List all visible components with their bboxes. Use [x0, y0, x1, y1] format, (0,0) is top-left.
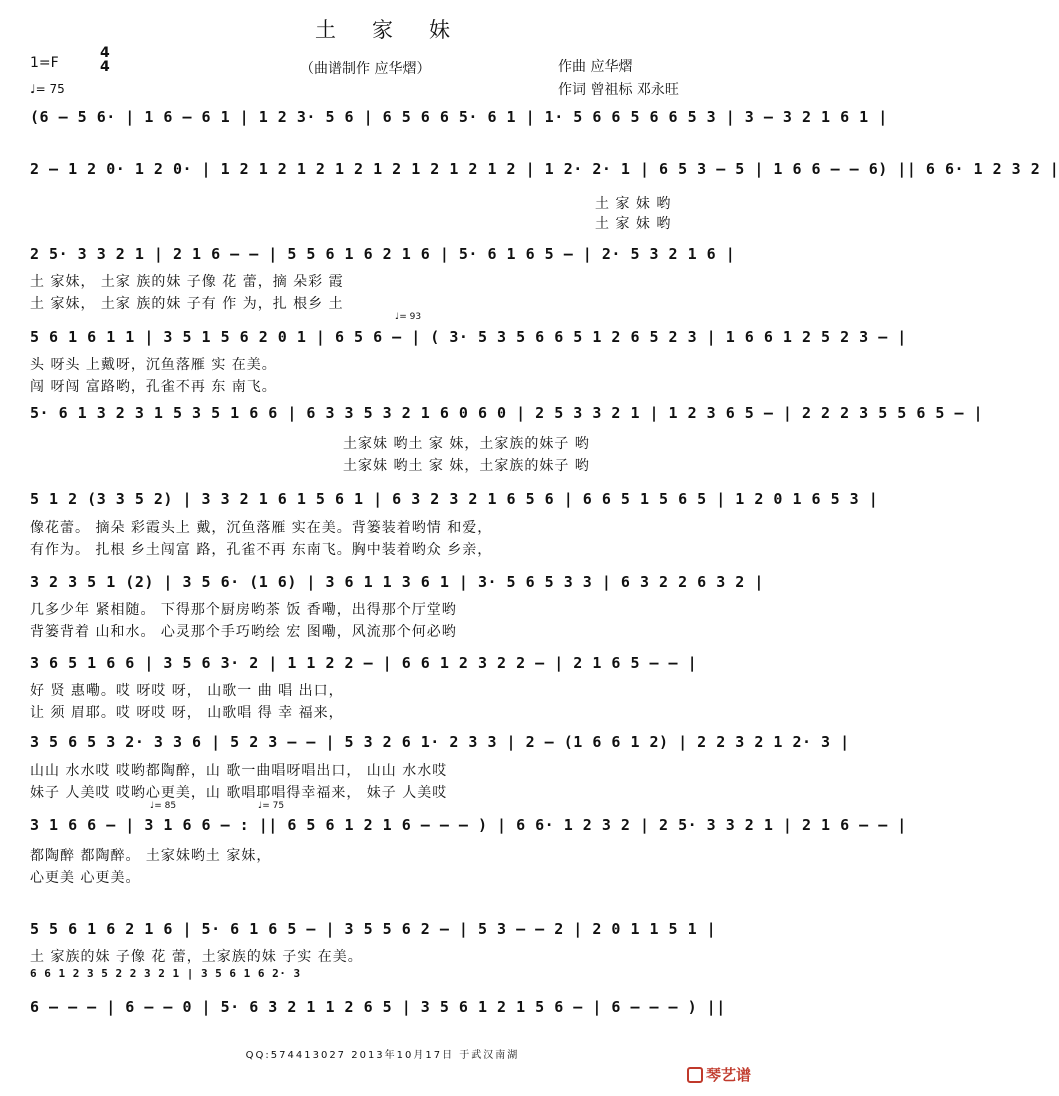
song-title: 土家妹 — [315, 18, 486, 42]
lyric-line: 土家妹 哟土 家 妹，土家族的妹子 哟 — [343, 458, 590, 474]
composer-credit: 作曲 应华熠 — [558, 59, 633, 75]
lyric-line: 闯 呀闯 富路哟，孔雀不再 东 南飞。 — [30, 379, 277, 395]
lyric-line: 几多少年 紧相随。 下得那个厨房哟茶 饭 香嘞，出得那个厅堂哟 — [30, 602, 457, 618]
tempo-change-mark: ♩= 85 — [150, 801, 177, 811]
lyric-line: 土家妹 哟土 家 妹，土家族的妹子 哟 — [343, 436, 590, 452]
lyric-line: 心更美 心更美。 — [30, 870, 141, 886]
lyric-line: 土 家 妹 哟 — [595, 216, 672, 232]
notation-line: 5 5 6 1 6 2 1 6 | 5· 6 1 6 5 – | 3 5 5 6 2 – | 5 3 – – 2 | 2 0 1 1 5 1 | — [30, 920, 717, 938]
notation-line: 5· 6 1 3 2 3 1 5 3 5 1 6 6 | 6 3 3 5 3 2 1 6 0 6 0 | 2 5 3 3 2 1 | 1 2 3 6 5 – | 2 2 2 3 5 5 6 5 – | — [30, 404, 984, 422]
notation-line: 3 1 6 6 – | 3 1 6 6 – : || 6 5 6 1 2 1 6 – – – ) | 6 6· 1 2 3 2 | 2 5· 3 3 2 1 | 2 1 6 – – | — [30, 816, 907, 834]
time-signature — [100, 46, 110, 74]
lyricist-credit: 作词 曾祖标 邓永旺 — [558, 82, 679, 98]
notation-line: 2 – 1 2 0· 1 2 0· | 1 2 1 2 1 2 1 2 1 2 1 2 1 2 1 2 | 1 2· 2· 1 | 6 5 3 – 5 | 1 6 6 – – 6) || 6 6· 1 2 3 2 | — [30, 160, 1059, 178]
notation-line: (6 – 5 6· | 1 6 – 6 1 | 1 2 3· 5 6 | 6 5 6 6 5· 6 1 | 1· 5 6 6 5 6 6 5 3 | 3 – 3 2 1 6 1 | — [30, 108, 888, 126]
lyric-line: 土 家 妹 哟 — [595, 196, 672, 212]
lyric-line: 背篓背着 山和水。 心灵那个手巧哟绘 宏 图嘞，风流那个何必哟 — [30, 624, 457, 640]
logo-icon — [687, 1067, 703, 1083]
site-logo[interactable] — [687, 1064, 751, 1085]
logo-text: 琴艺谱 — [705, 1066, 751, 1084]
lyric-line: 头 呀头 上戴呀，沉鱼落雁 实 在美。 — [30, 357, 277, 373]
lyric-line: 有作为。 扎根 乡土闯富 路，孔雀不再 东南飞。胸中装着哟众 乡亲， — [30, 542, 493, 558]
lyric-line: 让 须 眉耶。哎 呀哎 呀， 山歌唱 得 幸 福来， — [30, 705, 344, 721]
lyric-line: 像花蕾。 摘朵 彩霞头上 戴，沉鱼落雁 实在美。背篓装着哟情 和爱， — [30, 520, 493, 536]
notation-line: 3 5 6 5 3 2· 3 3 6 | 5 2 3 – – | 5 3 2 6 1· 2 3 3 | 2 – (1 6 6 1 2) | 2 2 3 2 1 2· 3 | — [30, 733, 850, 751]
tempo-marking: ♩= 75 — [30, 82, 65, 96]
meter-top: 4 — [100, 45, 110, 61]
notation-line: 6 6 1 2 3 5 2 2 3 2 1 | 3 5 6 1 6 2· 3 — [30, 967, 301, 980]
notation-line: 5 1 2 (3 3 5 2) | 3 3 2 1 6 1 5 6 1 | 6 3 2 3 2 1 6 5 6 | 6 6 5 1 5 6 5 | 1 2 0 1 6 5 3 | — [30, 490, 879, 508]
notation-line: 3 6 5 1 6 6 | 3 5 6 3· 2 | 1 1 2 2 – | 6 6 1 2 3 2 2 – | 2 1 6 5 – – | — [30, 654, 698, 672]
notation-line: 5 6 1 6 1 1 | 3 5 1 5 6 2 0 1 | 6 5 6 — | ( 3· 5 3 5 6 6 5 1 2 6 5 2 3 | 1 6 6 1 2 5 2 3 – | — [30, 328, 907, 346]
lyric-line: 山山 水水哎 哎哟都陶醉，山 歌一曲唱呀唱出口， 山山 水水哎 — [30, 763, 448, 779]
score-maker-credit: （曲谱制作 应华熠） — [300, 61, 431, 77]
lyric-line: 土 家族的妹 子像 花 蕾，土家族的妹 子实 在美。 — [30, 949, 363, 965]
tempo-change-mark: ♩= 93 — [395, 312, 422, 322]
lyric-line: 妹子 人美哎 哎哟心更美，山 歌唱耶唱得幸福来， 妹子 人美哎 — [30, 785, 448, 801]
notation-line: 2 5· 3 3 2 1 | 2 1 6 – – | 5 5 6 1 6 2 1 6 | 5· 6 1 6 5 – | 2· 5 3 2 1 6 | — [30, 245, 736, 263]
notation-line: 6 – – – | 6 – – 0 | 5· 6 3 2 1 1 2 6 5 | 3 5 6 1 2 1 5 6 – | 6 – – – ) || — [30, 998, 726, 1016]
lyric-line: 土 家妹， 土家 族的妹 子有 作 为，扎 根乡 土 — [30, 296, 344, 312]
notation-line: 3 2 3 5 1 (2) | 3 5 6· (1 6) | 3 6 1 1 3 6 1 | 3· 5 6 5 3 3 | 6 3 2 2 6 3 2 | — [30, 573, 764, 591]
lyric-line: 好 贤 惠嘞。哎 呀哎 呀， 山歌一 曲 唱 出口， — [30, 683, 344, 699]
footer-info: QQ:574413027 2013年10月17日 于武汉南湖 — [245, 1050, 520, 1061]
meter-bottom: 4 — [100, 59, 110, 75]
key-signature: 1=F — [30, 55, 59, 71]
lyric-line: 土 家妹， 土家 族的妹 子像 花 蕾，摘 朵彩 霞 — [30, 274, 344, 290]
tempo-change-mark: ♩= 75 — [258, 801, 285, 811]
lyric-line: 都陶醉 都陶醉。 土家妹哟土 家妹， — [30, 848, 272, 864]
